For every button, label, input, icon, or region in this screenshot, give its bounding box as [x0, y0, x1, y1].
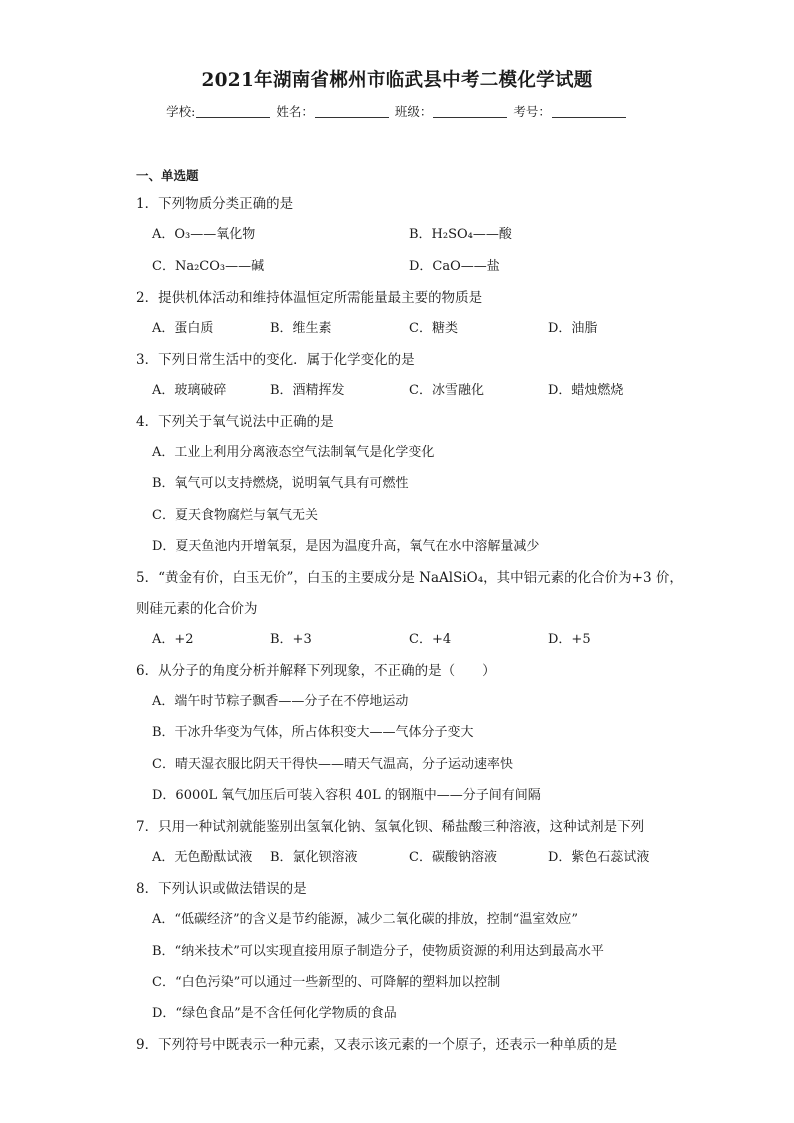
- school-label: 学校:: [166, 104, 196, 119]
- name-label: 姓名：: [276, 104, 314, 119]
- question-6-option-a[interactable]: A．端午时节粽子飘香——分子在不停地运动: [152, 694, 409, 709]
- question-6-stem: 6．从分子的角度分析并解释下列现象，不正确的是（ ）: [136, 663, 496, 679]
- question-4-option-d[interactable]: D．夏天鱼池内开增氧泵，是因为温度升高，氧气在水中溶解量减少: [152, 539, 540, 554]
- question-5-option-c[interactable]: C．+4: [409, 632, 452, 647]
- question-4-option-c[interactable]: C．夏天食物腐烂与氧气无关: [152, 508, 318, 523]
- question-5-option-d[interactable]: D．+5: [548, 632, 591, 647]
- question-3-option-b[interactable]: B．酒精挥发: [270, 383, 345, 398]
- question-7-stem: 7．只用一种试剂就能鉴别出氢氧化钠、氢氧化钡、稀盐酸三种溶液，这种试剂是下列: [136, 819, 645, 835]
- question-4-option-b[interactable]: B．氧气可以支持燃烧，说明氧气具有可燃性: [152, 476, 409, 491]
- school-blank[interactable]: [196, 105, 270, 118]
- exam-no-blank[interactable]: [552, 105, 626, 118]
- question-7-option-b[interactable]: B．氯化钡溶液: [270, 850, 358, 865]
- question-7-option-c[interactable]: C．碳酸钠溶液: [409, 850, 497, 865]
- question-3-option-a[interactable]: A．玻璃破碎: [152, 383, 227, 398]
- question-8-option-b[interactable]: B．“纳米技术”可以实现直接用原子制造分子，使物质资源的利用达到最高水平: [152, 944, 604, 959]
- question-6-option-b[interactable]: B．干冰升华变为气体，所占体积变大——气体分子变大: [152, 725, 474, 740]
- question-3-stem: 3．下列日常生活中的变化．属于化学变化的是: [136, 352, 415, 368]
- question-7-option-d[interactable]: D．紫色石蕊试液: [548, 850, 650, 865]
- section-heading: 一、单选题: [136, 168, 199, 183]
- question-8-stem: 8．下列认识或做法错误的是: [136, 881, 307, 897]
- exam-no-label: 考号：: [513, 104, 551, 119]
- question-8-option-a[interactable]: A．“低碳经济”的含义是节约能源，减少二氧化碳的排放，控制“温室效应”: [152, 912, 578, 927]
- question-2-option-d[interactable]: D．油脂: [548, 321, 598, 336]
- student-info-line: [0, 102, 794, 120]
- question-5-option-a[interactable]: A．+2: [152, 632, 194, 647]
- question-1-option-c[interactable]: C．Na₂CO₃——碱: [152, 259, 265, 274]
- question-2-stem: 2．提供机体活动和维持体温恒定所需能量最主要的物质是: [136, 290, 483, 306]
- question-5-stem-continued: 则硅元素的化合价为: [136, 601, 258, 617]
- question-3-option-c[interactable]: C．冰雪融化: [409, 383, 484, 398]
- question-6-option-c[interactable]: C．晴天湿衣服比阴天干得快——晴天气温高，分子运动速率快: [152, 757, 513, 772]
- question-8-option-d[interactable]: D．“绿色食品”是不含任何化学物质的食品: [152, 1006, 397, 1021]
- question-6-option-d[interactable]: D．6000L 氧气加压后可装入容积 40L 的钢瓶中——分子间有间隔: [152, 788, 541, 803]
- question-5-stem: 5．“黄金有价，白玉无价”，白玉的主要成分是 NaAlSiO₄，其中铝元素的化合价为+3 价，: [136, 570, 683, 586]
- question-9-stem: 9．下列符号中既表示一种元素，又表示该元素的一个原子，还表示一种单质的是: [136, 1037, 618, 1053]
- class-blank[interactable]: [433, 105, 507, 118]
- question-8-option-c[interactable]: C．“白色污染”可以通过一些新型的、可降解的塑料加以控制: [152, 975, 501, 990]
- question-2-option-a[interactable]: A．蛋白质: [152, 321, 214, 336]
- name-blank[interactable]: [315, 105, 389, 118]
- question-2-option-c[interactable]: C．糖类: [409, 321, 458, 336]
- question-2-option-b[interactable]: B．维生素: [270, 321, 332, 336]
- question-3-option-d[interactable]: D．蜡烛燃烧: [548, 383, 624, 398]
- question-1-option-a[interactable]: A．O₃——氧化物: [152, 227, 256, 242]
- question-1-option-d[interactable]: D．CaO——盐: [409, 259, 500, 274]
- question-5-option-b[interactable]: B．+3: [270, 632, 312, 647]
- question-1-option-b[interactable]: B．H₂SO₄——酸: [409, 227, 512, 242]
- question-4-stem: 4．下列关于氧气说法中正确的是: [136, 414, 334, 430]
- question-4-option-a[interactable]: A．工业上利用分离液态空气法制氧气是化学变化: [152, 445, 435, 460]
- paper-title: 2021年湖南省郴州市临武县中考二模化学试题: [201, 70, 593, 91]
- question-7-option-a[interactable]: A．无色酚酞试液: [152, 850, 253, 865]
- question-1-stem: 1．下列物质分类正确的是: [136, 196, 294, 212]
- class-label: 班级：: [394, 104, 433, 119]
